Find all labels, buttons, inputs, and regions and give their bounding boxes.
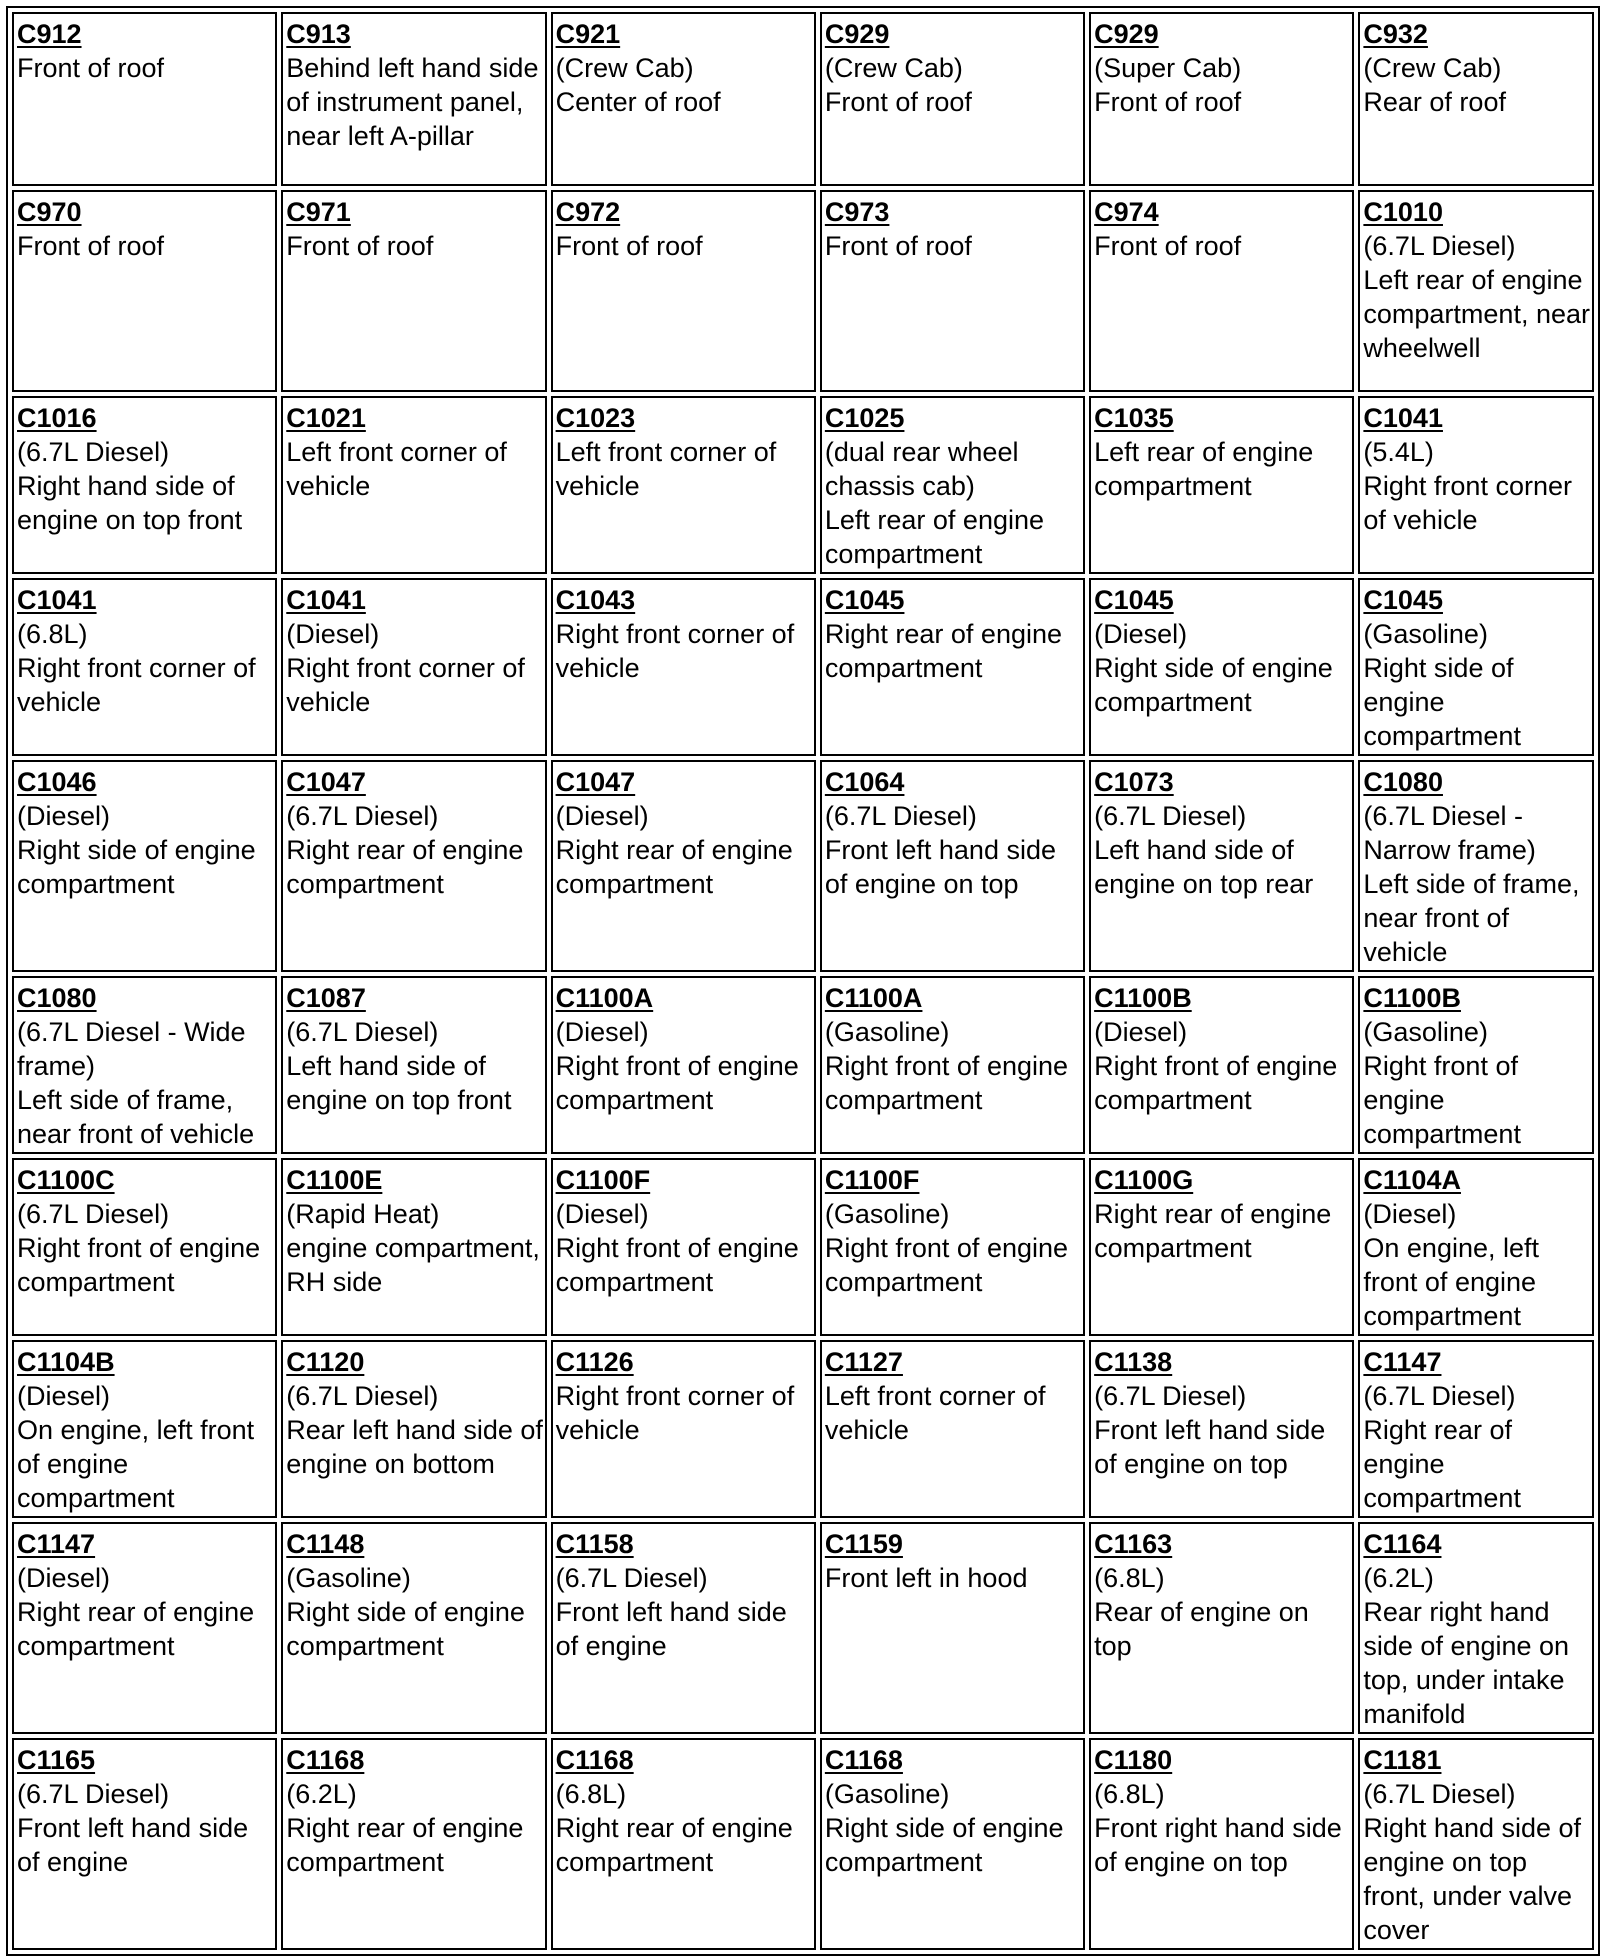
connector-variant-note: (6.7L Diesel)	[286, 801, 439, 831]
table-row	[12, 578, 1594, 756]
connector-cell	[281, 760, 546, 972]
connector-code-link[interactable]: C1100A	[824, 983, 923, 1013]
connector-location-text: Right front corner of vehicle	[555, 619, 795, 683]
connector-cell	[281, 190, 546, 392]
connector-cell	[1089, 1340, 1354, 1518]
connector-cell	[12, 1158, 277, 1336]
connector-code-link[interactable]: C1046	[17, 767, 97, 797]
connector-location-text: Right front of engine compartment	[17, 1233, 261, 1297]
connector-code-link[interactable]: C1087	[286, 983, 366, 1013]
connector-code-link[interactable]: C1168	[286, 1745, 365, 1775]
connector-cell	[12, 578, 277, 756]
connector-code-link[interactable]: C1010	[1363, 197, 1443, 227]
connector-variant-note: (6.7L Diesel)	[1363, 231, 1516, 261]
connector-code-link[interactable]: C970	[17, 197, 82, 227]
connector-location-text: Left hand side of engine on top front	[286, 1051, 512, 1115]
connector-code-link[interactable]: C913	[286, 19, 351, 49]
connector-cell	[12, 1738, 277, 1950]
connector-code-link[interactable]: C1104A	[1363, 1165, 1461, 1195]
connector-cell	[281, 1522, 546, 1734]
connector-location-text: Right side of engine compartment	[286, 1597, 525, 1661]
connector-location-text: Right hand side of engine on top front	[17, 471, 243, 535]
connector-location-text: Front of roof	[1094, 231, 1242, 261]
connector-cell	[12, 12, 277, 186]
connector-variant-note: (Gasoline)	[824, 1199, 950, 1229]
connector-cell	[551, 1522, 816, 1734]
connector-location-text: Right rear of engine compartment	[555, 835, 793, 899]
table-row	[12, 976, 1594, 1154]
connector-cell	[820, 12, 1085, 186]
connector-cell	[820, 396, 1085, 574]
connector-variant-note: (6.7L Diesel)	[555, 1563, 708, 1593]
connector-location-text: Left hand side of engine on top rear	[1094, 835, 1314, 899]
connector-location-text: Rear of roof	[1363, 87, 1506, 117]
connector-cell	[551, 976, 816, 1154]
connector-variant-note: (6.7L Diesel)	[17, 1779, 170, 1809]
connector-variant-note: (Gasoline)	[286, 1563, 411, 1593]
connector-code-link[interactable]: C1104B	[17, 1347, 115, 1377]
connector-code-link[interactable]: C1045	[1094, 585, 1174, 615]
connector-location-table-body	[12, 12, 1594, 1950]
connector-variant-note: (Diesel)	[555, 1199, 649, 1229]
connector-location-text: On engine, left front of engine compartment	[17, 1415, 255, 1513]
connector-code-link[interactable]: C932	[1363, 19, 1428, 49]
connector-cell	[820, 190, 1085, 392]
connector-code-link[interactable]: C1126	[555, 1347, 634, 1377]
connector-cell	[1358, 1522, 1594, 1734]
connector-variant-note: (6.7L Diesel)	[1363, 1381, 1516, 1411]
connector-location-text: Rear of engine on top	[1094, 1597, 1309, 1661]
connector-cell	[551, 578, 816, 756]
connector-variant-note: (6.7L Diesel - Narrow frame)	[1363, 801, 1536, 865]
connector-cell	[1358, 578, 1594, 756]
connector-location-text: Right rear of engine compartment	[1094, 1199, 1332, 1263]
connector-cell	[551, 12, 816, 186]
connector-variant-note: (6.8L)	[555, 1779, 627, 1809]
connector-variant-note: (Diesel)	[1094, 1017, 1188, 1047]
connector-variant-note: (Diesel)	[1094, 619, 1188, 649]
connector-cell	[1358, 396, 1594, 574]
connector-cell	[1089, 1738, 1354, 1950]
connector-location-text: Right front of engine compartment	[824, 1051, 1069, 1115]
connector-cell	[281, 396, 546, 574]
connector-location-text: Left rear of engine compartment	[824, 505, 1045, 569]
connector-variant-note: (6.7L Diesel)	[824, 801, 977, 831]
connector-cell	[551, 1158, 816, 1336]
connector-location-text: Right rear of engine compartment	[17, 1597, 255, 1661]
connector-code-link[interactable]: C1016	[17, 403, 97, 433]
connector-cell	[1089, 976, 1354, 1154]
connector-cell	[1358, 760, 1594, 972]
connector-variant-note: (Crew Cab)	[824, 53, 963, 83]
connector-location-text: Right front of engine compartment	[824, 1233, 1069, 1297]
connector-location-text: Right front corner of vehicle	[1363, 471, 1572, 535]
connector-cell	[551, 396, 816, 574]
connector-variant-note: (6.7L Diesel - Wide frame)	[17, 1017, 246, 1081]
connector-cell	[1358, 1158, 1594, 1336]
connector-variant-note: (6.7L Diesel)	[1094, 801, 1247, 831]
connector-variant-note: (6.8L)	[17, 619, 88, 649]
connector-location-text: Rear right hand side of engine on top, under intake manifold	[1363, 1597, 1570, 1729]
connector-location-text: Right front of engine compartment	[555, 1233, 799, 1297]
connector-cell	[1358, 1340, 1594, 1518]
connector-cell	[820, 1340, 1085, 1518]
connector-cell	[551, 190, 816, 392]
connector-code-link[interactable]: C1147	[17, 1529, 96, 1559]
table-row	[12, 1340, 1594, 1518]
connector-cell	[1089, 760, 1354, 972]
connector-cell	[12, 190, 277, 392]
connector-cell	[281, 578, 546, 756]
connector-cell	[1089, 190, 1354, 392]
connector-location-text: Right rear of engine compartment	[824, 619, 1063, 683]
connector-location-text: engine compartment, RH side	[286, 1233, 540, 1297]
connector-location-text: Right rear of engine compartment	[286, 1813, 524, 1877]
table-row	[12, 396, 1594, 574]
connector-variant-note: (6.8L)	[1094, 1779, 1165, 1809]
connector-variant-note: (6.7L Diesel)	[286, 1381, 439, 1411]
connector-location-text: Front left hand side of engine	[17, 1813, 249, 1877]
connector-cell	[820, 976, 1085, 1154]
connector-location-text: Behind left hand side of instrument panel, near left A-pillar	[286, 53, 539, 151]
connector-cell	[1358, 1738, 1594, 1950]
connector-code-link[interactable]: C1047	[555, 767, 636, 797]
connector-variant-note: (Gasoline)	[1363, 1017, 1488, 1047]
connector-code-link[interactable]: C1138	[1094, 1347, 1173, 1377]
table-row	[12, 1158, 1594, 1336]
connector-code-link[interactable]: C972	[555, 197, 621, 227]
connector-code-link[interactable]: C1168	[555, 1745, 634, 1775]
connector-cell	[281, 12, 546, 186]
connector-location-text: Right side of engine compartment	[17, 835, 256, 899]
table-row	[12, 12, 1594, 186]
connector-location-text: Right front of engine compartment	[1094, 1051, 1338, 1115]
connector-location-text: Left rear of engine compartment, near wheelwell	[1363, 265, 1590, 363]
connector-variant-note: (Diesel)	[17, 801, 111, 831]
connector-code-link[interactable]: C1120	[286, 1347, 365, 1377]
connector-location-text: Left side of frame, near front of vehicle	[17, 1085, 255, 1149]
connector-code-link[interactable]: C1100C	[17, 1165, 115, 1195]
connector-location-text: On engine, left front of engine compartment	[1363, 1233, 1540, 1331]
connector-code-link[interactable]: C1100A	[555, 983, 654, 1013]
connector-cell	[1358, 976, 1594, 1154]
connector-cell	[281, 1738, 546, 1950]
connector-cell	[12, 976, 277, 1154]
connector-location-text: Right front of engine compartment	[1363, 1051, 1521, 1149]
connector-cell	[1358, 190, 1594, 392]
connector-location-text: Front left hand side of engine	[555, 1597, 787, 1661]
connector-variant-note: (Diesel)	[17, 1381, 111, 1411]
connector-location-table	[6, 6, 1600, 1956]
connector-location-text: Rear left hand side of engine on bottom	[286, 1415, 543, 1479]
connector-cell	[820, 1738, 1085, 1950]
connector-code-link[interactable]: C1080	[1363, 767, 1443, 797]
connector-cell	[820, 1522, 1085, 1734]
connector-location-text: Right front of engine compartment	[555, 1051, 799, 1115]
connector-cell	[551, 1340, 816, 1518]
connector-code-link[interactable]: C1164	[1363, 1529, 1442, 1559]
connector-location-text: Right side of engine compartment	[824, 1813, 1064, 1877]
connector-cell	[281, 976, 546, 1154]
connector-code-link[interactable]: C1064	[824, 767, 905, 797]
table-row	[12, 760, 1594, 972]
connector-variant-note: (6.7L Diesel)	[286, 1017, 439, 1047]
connector-location-text: Left rear of engine compartment	[1094, 437, 1314, 501]
connector-cell	[1089, 396, 1354, 574]
connector-location-text: Front right hand side of engine on top	[1094, 1813, 1342, 1877]
connector-code-link[interactable]: C1035	[1094, 403, 1174, 433]
connector-code-link[interactable]: C1158	[555, 1529, 634, 1559]
connector-code-link[interactable]: C971	[286, 197, 351, 227]
table-row	[12, 1522, 1594, 1734]
connector-location-text: Right front corner of vehicle	[17, 653, 256, 717]
connector-variant-note: (Diesel)	[555, 801, 649, 831]
connector-variant-note: (Diesel)	[555, 1017, 649, 1047]
connector-variant-note: (Rapid Heat)	[286, 1199, 440, 1229]
connector-variant-note: (Gasoline)	[824, 1017, 950, 1047]
connector-code-link[interactable]: C1181	[1363, 1745, 1442, 1775]
connector-variant-note: (Super Cab)	[1094, 53, 1242, 83]
connector-cell	[12, 1340, 277, 1518]
connector-cell	[820, 760, 1085, 972]
connector-cell	[551, 760, 816, 972]
connector-variant-note: (Crew Cab)	[555, 53, 694, 83]
connector-variant-note: (Gasoline)	[1363, 619, 1488, 649]
connector-code-link[interactable]: C1041	[17, 585, 97, 615]
connector-location-text: Left front corner of vehicle	[286, 437, 507, 501]
connector-code-link[interactable]: C1073	[1094, 767, 1174, 797]
connector-code-link[interactable]: C973	[824, 197, 890, 227]
connector-cell	[12, 760, 277, 972]
connector-cell	[12, 1522, 277, 1734]
connector-code-link[interactable]: C1168	[824, 1745, 903, 1775]
connector-location-text: Front of roof	[555, 231, 703, 261]
connector-location-text: Front left in hood	[824, 1563, 1028, 1593]
connector-location-text: Center of roof	[555, 87, 721, 117]
connector-location-text: Front of roof	[824, 87, 972, 117]
connector-code-link[interactable]: C1148	[286, 1529, 365, 1559]
connector-code-link[interactable]: C1163	[1094, 1529, 1173, 1559]
connector-code-link[interactable]: C1127	[824, 1347, 903, 1377]
connector-variant-note: (6.2L)	[286, 1779, 357, 1809]
connector-code-link[interactable]: C1023	[555, 403, 636, 433]
connector-variant-note: (Gasoline)	[824, 1779, 950, 1809]
connector-cell	[551, 1738, 816, 1950]
connector-code-link[interactable]: C929	[1094, 19, 1159, 49]
connector-variant-note: (6.2L)	[1363, 1563, 1434, 1593]
connector-variant-note: (6.7L Diesel)	[1363, 1779, 1516, 1809]
connector-cell	[820, 1158, 1085, 1336]
connector-code-link[interactable]: C1159	[824, 1529, 903, 1559]
connector-location-text: Front of roof	[1094, 87, 1242, 117]
connector-code-link[interactable]: C1147	[1363, 1347, 1442, 1377]
connector-cell	[281, 1158, 546, 1336]
connector-cell	[1089, 1522, 1354, 1734]
connector-location-text: Right rear of engine compartment	[1363, 1415, 1521, 1513]
connector-variant-note: (dual rear wheel chassis cab)	[824, 437, 1019, 501]
connector-location-text: Right front corner of vehicle	[286, 653, 525, 717]
connector-location-text: Right front corner of vehicle	[555, 1381, 795, 1445]
connector-variant-note: (Diesel)	[1363, 1199, 1457, 1229]
connector-cell	[820, 578, 1085, 756]
connector-cell	[12, 396, 277, 574]
connector-variant-note: (Crew Cab)	[1363, 53, 1502, 83]
connector-cell	[1089, 1158, 1354, 1336]
connector-code-link[interactable]: C1100G	[1094, 1165, 1194, 1195]
connector-code-link[interactable]: C921	[555, 19, 621, 49]
connector-variant-note: (Diesel)	[286, 619, 380, 649]
connector-location-text: Left front corner of vehicle	[824, 1381, 1046, 1445]
connector-cell	[1089, 578, 1354, 756]
connector-code-link[interactable]: C929	[824, 19, 890, 49]
connector-location-text: Right hand side of engine on top front, under valve cover	[1363, 1813, 1582, 1945]
connector-code-link[interactable]: C1100F	[824, 1165, 920, 1195]
connector-variant-note: (Diesel)	[17, 1563, 111, 1593]
connector-location-text: Front of roof	[17, 53, 165, 83]
connector-code-link[interactable]: C1045	[824, 585, 905, 615]
connector-code-link[interactable]: C1047	[286, 767, 366, 797]
connector-code-link[interactable]: C1041	[286, 585, 366, 615]
connector-code-link[interactable]: C1100E	[286, 1165, 383, 1195]
connector-location-text: Right side of engine compartment	[1363, 653, 1521, 751]
connector-location-text: Left side of frame, near front of vehicle	[1363, 869, 1580, 967]
connector-code-link[interactable]: C1025	[824, 403, 905, 433]
connector-code-link[interactable]: C1100B	[1094, 983, 1192, 1013]
table-row	[12, 190, 1594, 392]
table-row	[12, 1738, 1594, 1950]
connector-location-text: Left front corner of vehicle	[555, 437, 777, 501]
connector-location-text: Right rear of engine compartment	[286, 835, 524, 899]
connector-location-text: Right rear of engine compartment	[555, 1813, 793, 1877]
connector-variant-note: (6.7L Diesel)	[17, 1199, 170, 1229]
connector-cell	[281, 1340, 546, 1518]
connector-code-link[interactable]: C1080	[17, 983, 97, 1013]
connector-location-text: Right side of engine compartment	[1094, 653, 1333, 717]
connector-code-link[interactable]: C1100B	[1363, 983, 1461, 1013]
connector-location-text: Front of roof	[824, 231, 972, 261]
connector-variant-note: (5.4L)	[1363, 437, 1434, 467]
connector-code-link[interactable]: C1043	[555, 585, 636, 615]
connector-code-link[interactable]: C1100F	[555, 1165, 651, 1195]
connector-variant-note: (6.7L Diesel)	[1094, 1381, 1247, 1411]
connector-code-link[interactable]: C1180	[1094, 1745, 1173, 1775]
connector-location-text: Front left hand side of engine on top	[824, 835, 1056, 899]
connector-variant-note: (6.8L)	[1094, 1563, 1165, 1593]
connector-code-link[interactable]: C1021	[286, 403, 366, 433]
connector-cell	[1358, 12, 1594, 186]
connector-code-link[interactable]: C1165	[17, 1745, 96, 1775]
connector-code-link[interactable]: C912	[17, 19, 82, 49]
connector-code-link[interactable]: C974	[1094, 197, 1159, 227]
connector-location-text: Front left hand side of engine on top	[1094, 1415, 1326, 1479]
connector-code-link[interactable]: C1045	[1363, 585, 1443, 615]
connector-code-link[interactable]: C1041	[1363, 403, 1443, 433]
connector-location-text: Front of roof	[17, 231, 165, 261]
connector-variant-note: (6.7L Diesel)	[17, 437, 170, 467]
connector-cell	[1089, 12, 1354, 186]
connector-location-text: Front of roof	[286, 231, 434, 261]
